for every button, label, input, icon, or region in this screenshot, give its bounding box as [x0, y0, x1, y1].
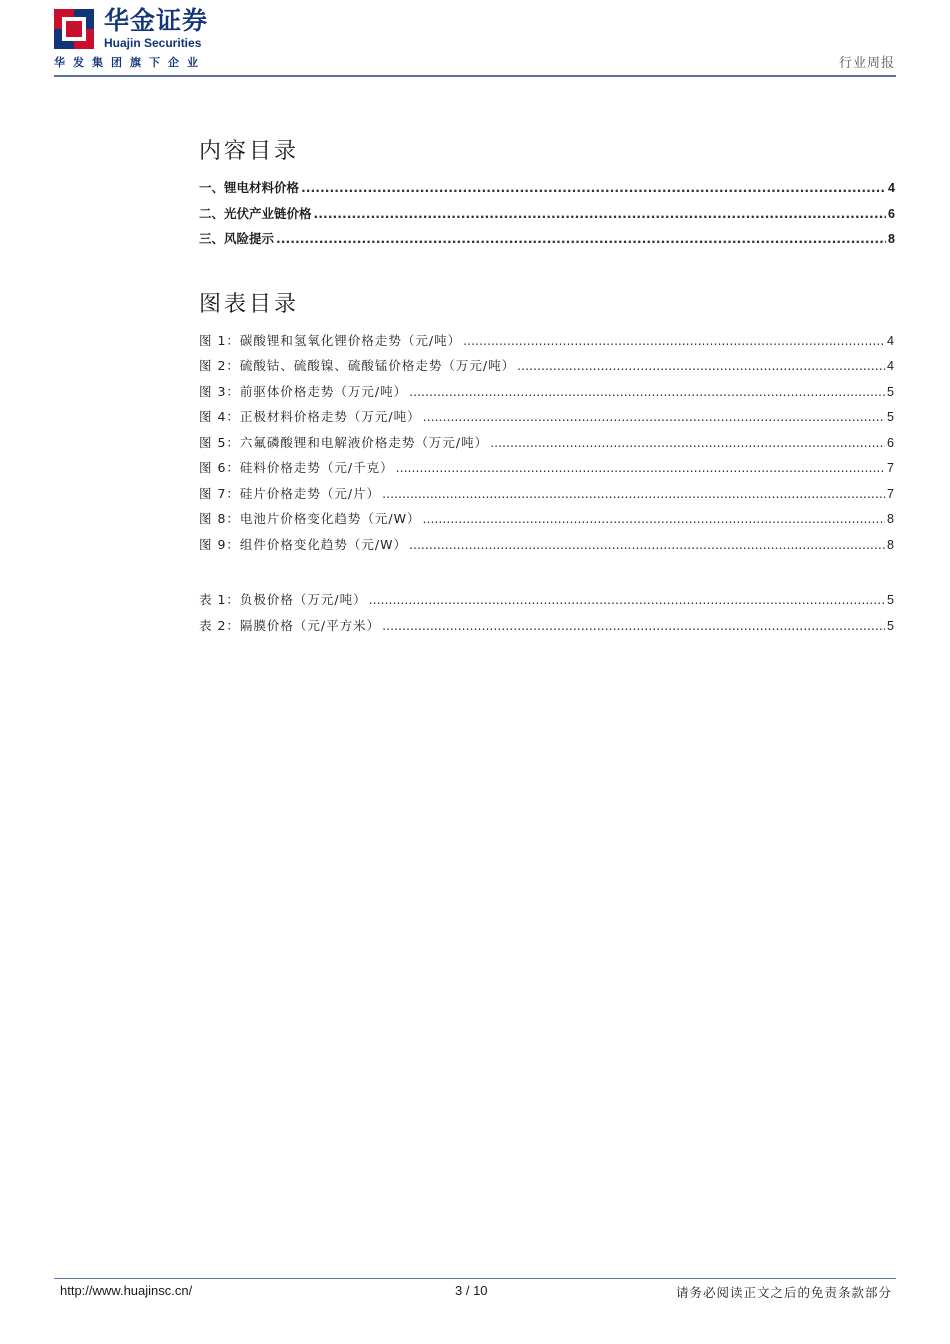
- toc-item-label: 一、锂电材料价格: [199, 180, 300, 195]
- figure-item-label: 图 5：六氟磷酸锂和电解液价格走势（万元/吨）: [199, 434, 489, 450]
- footer-website-link[interactable]: http://www.huajinsc.cn/: [60, 1283, 193, 1298]
- toc-item-page: 6: [888, 206, 895, 221]
- figures-list: [199, 331, 895, 561]
- figure-item[interactable]: [199, 382, 895, 408]
- dot-leader: [369, 592, 885, 607]
- dot-leader: [490, 435, 885, 450]
- table-item-label: 表 2：隔膜价格（元/平方米）: [199, 617, 381, 633]
- toc-item-label: 二、光伏产业链价格: [199, 205, 312, 221]
- figure-item-page: 7: [887, 461, 895, 475]
- figure-item[interactable]: [199, 458, 895, 484]
- figure-item[interactable]: [199, 331, 895, 357]
- figure-item-page: 5: [887, 410, 895, 424]
- dot-leader: [382, 486, 885, 501]
- dot-leader: [314, 206, 887, 221]
- figure-item-label: 图 4：正极材料价格走势（万元/吨）: [199, 409, 421, 424]
- footer-disclaimer: 请务必阅读正文之后的免责条款部分: [675, 1285, 892, 1300]
- figure-item[interactable]: [199, 356, 895, 382]
- logo-english-name: Huajin Securities: [104, 36, 202, 50]
- report-type-label: 行业周报: [838, 56, 895, 71]
- toc-item-page: 8: [888, 232, 895, 246]
- figure-item-label: 图 7：硅片价格走势（元/片）: [199, 485, 381, 501]
- figure-item-page: 6: [887, 435, 895, 450]
- figure-item[interactable]: [199, 484, 895, 510]
- table-item-page: 5: [887, 618, 895, 633]
- dot-leader: [423, 511, 886, 526]
- dot-leader: [409, 384, 885, 399]
- table-item[interactable]: [199, 590, 895, 616]
- logo-chinese-name: 华金证券: [104, 6, 209, 35]
- tables-list: [199, 590, 895, 641]
- footer-divider: [54, 1278, 896, 1279]
- figure-item[interactable]: [199, 407, 895, 433]
- page-content: [199, 136, 895, 641]
- dot-leader: [301, 180, 886, 195]
- dot-leader: [409, 537, 885, 552]
- toc-item[interactable]: [199, 178, 895, 204]
- toc-item[interactable]: [199, 204, 895, 230]
- figure-item-page: 4: [887, 333, 895, 348]
- figure-item-label: 图 2：硫酸钴、硫酸镍、硫酸锰价格走势（万元/吨）: [199, 358, 516, 373]
- table-item[interactable]: [199, 616, 895, 642]
- logo-subtitle: 华发集团旗下企业: [54, 56, 206, 69]
- toc-item-page: 4: [888, 181, 895, 195]
- figure-item[interactable]: [199, 509, 895, 535]
- figure-item-page: 8: [887, 537, 895, 552]
- table-item-page: 5: [887, 593, 895, 607]
- figure-item-label: 图 9：组件价格变化趋势（元/W）: [199, 536, 407, 552]
- toc-item-label: 三、风险提示: [199, 231, 275, 246]
- figure-item-label: 图 6：硅料价格走势（元/千克）: [199, 460, 394, 475]
- dot-leader: [463, 333, 885, 348]
- figure-item-label: 图 1：碳酸锂和氢氧化锂价格走势（元/吨）: [199, 332, 462, 348]
- dot-leader: [423, 409, 885, 424]
- figure-item[interactable]: [199, 535, 895, 561]
- figures-title: 图表目录: [199, 291, 300, 317]
- figure-item[interactable]: [199, 433, 895, 459]
- header-divider: [54, 75, 896, 77]
- figure-item-page: 4: [887, 359, 895, 373]
- toc-title: 内容目录: [199, 139, 300, 164]
- table-item-label: 表 1：负极价格（万元/吨）: [199, 592, 367, 607]
- figure-item-label: 图 3：前驱体价格走势（万元/吨）: [199, 383, 408, 399]
- dot-leader: [382, 618, 885, 633]
- page-header: [0, 0, 950, 80]
- dot-leader: [517, 358, 885, 373]
- huajin-logo-icon: [54, 9, 94, 49]
- figure-item-page: 7: [887, 486, 895, 501]
- page-number: 3 / 10: [455, 1283, 488, 1298]
- dot-leader: [396, 460, 885, 475]
- figure-item-page: 5: [887, 384, 895, 399]
- figure-item-page: 8: [887, 512, 895, 526]
- figure-item-label: 图 8：电池片价格变化趋势（元/W）: [199, 511, 421, 526]
- dot-leader: [276, 231, 886, 246]
- toc-list: [199, 178, 895, 255]
- toc-item[interactable]: [199, 229, 895, 255]
